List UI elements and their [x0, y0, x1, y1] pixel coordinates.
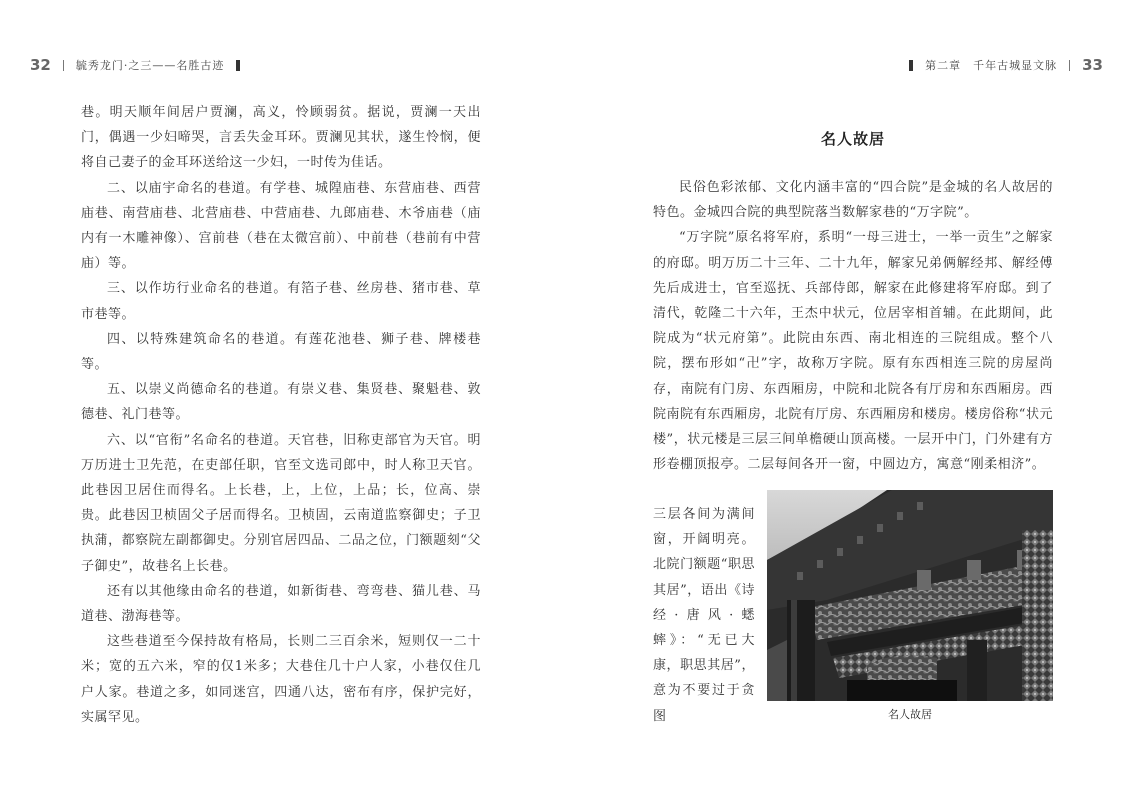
- paragraph: 六、以“官衔”名命名的巷道。天官巷，旧称吏部官为天官。明万历进士卫先范，在吏部任职，官至文选司郎中，时人称卫天官。此巷因卫居住而得名。上长巷，上，上位，上品；长，位高、崇贵。此巷因卫桢固父子居而得名。卫桢固，云南道监察御史；子卫执蒲，都察院左副都御史。分别官居四品、二品之位，门额题刻“父子御史”，故巷名上长巷。: [81, 432, 481, 574]
- paragraph: 民俗色彩浓郁、文化内涵丰富的“四合院”是金城的名人故居的特色。金城四合院的典型院落当数解家巷的“万字院”。: [653, 180, 1053, 221]
- paragraph: 四、以特殊建筑命名的巷道。有莲花池巷、狮子巷、牌楼巷等。: [81, 331, 481, 373]
- right-page-header: [897, 52, 1103, 78]
- paragraph: 二、以庙宇命名的巷道。有学巷、城隍庙巷、东营庙巷、西营庙巷、南营庙巷、北营庙巷、中营庙巷、九郎庙巷、木爷庙巷（庙内有一木雕神像）、宫前巷（巷在太微宫前）、中前巷（巷前有中营庙）等。: [81, 180, 481, 272]
- photo-caption: 名人故居: [888, 708, 932, 721]
- header-marker-bar: [236, 60, 240, 71]
- paragraph: 还有以其他缘由命名的巷道，如新街巷、弯弯巷、猫儿巷、马道巷、渤海巷等。: [81, 583, 481, 625]
- right-page-body: [653, 175, 1053, 477]
- paragraph: 巷。明天顺年间居户贾澜，高义，怜顾弱贫。据说，贾澜一天出门，偶遇一少妇啼哭，言丢失金耳环。贾澜见其状，遂生怜悯，便将自己妻子的金耳环送给这一少妇，一时传为佳话。: [81, 105, 481, 171]
- section-title: 名人故居: [820, 130, 885, 148]
- left-page-header: [30, 52, 252, 78]
- header-divider: [63, 60, 64, 71]
- left-page-number: 32: [30, 56, 51, 74]
- paragraph: “万字院”原名将军府，系明“一母三进士，一举一贡生”之解家的府邸。明万历二十三年、二十九年，解家兄弟俩解经邦、解经傅先后成进士，官至巡抚、兵部侍郎，解家在此修建将军府邸。到了清代，乾隆二十六年，王杰中状元，位居宰相首辅。在此期间，此院成为“状元府第”。此院由东西、南北相连的三院组成。整个八院，摆布形如“卍”字，故称万字院。原有东西相连三院的房屋尚存，南院有门房、东西厢房，中院和北院各有厅房和东西厢房。西院南院有东西厢房，北院有厅房、东西厢房和楼房。楼房俗称“状元楼”，状元楼是三层三间单檐硬山顶高楼。一层开中门，门外建有方形卷棚顶报亭。二层每间各开一窗，中圆边方，寓意“刚柔相济”。: [653, 230, 1053, 473]
- paragraph: 五、以崇义尚德命名的巷道。有崇义巷、集贤巷、聚魁巷、敦德巷、礼门巷等。: [81, 382, 481, 423]
- wrapped-text-beside-photo: 三层各间为满间窗，开阔明亮。北院门额题“职思其居”，语出《诗经·唐风·蟋蟀》：“无已大康，职思其居”，意为不要过于贪图: [653, 507, 755, 724]
- paragraph: 这些巷道至今保持故有格局，长则二三百余米，短则仅一二十米；宽的五六米，窄的仅1米多；大巷住几十户人家，小巷仅住几户人家。巷道之多，如同迷宫，四通八达，密布有序，保护完好，实属罕见。: [81, 634, 481, 725]
- left-page-body: [81, 100, 481, 730]
- header-divider: [1069, 60, 1070, 71]
- right-running-head: 第二章 千年古城显文脉: [925, 59, 1058, 72]
- right-page-number: 33: [1082, 56, 1103, 74]
- courtyard-photo: [767, 490, 1053, 701]
- paragraph: 三、以作坊行业命名的巷道。有箔子巷、丝房巷、猪市巷、草市巷等。: [81, 281, 481, 322]
- left-running-head: 毓秀龙门·之三——名胜古迹: [75, 59, 225, 72]
- header-marker-bar: [909, 60, 913, 71]
